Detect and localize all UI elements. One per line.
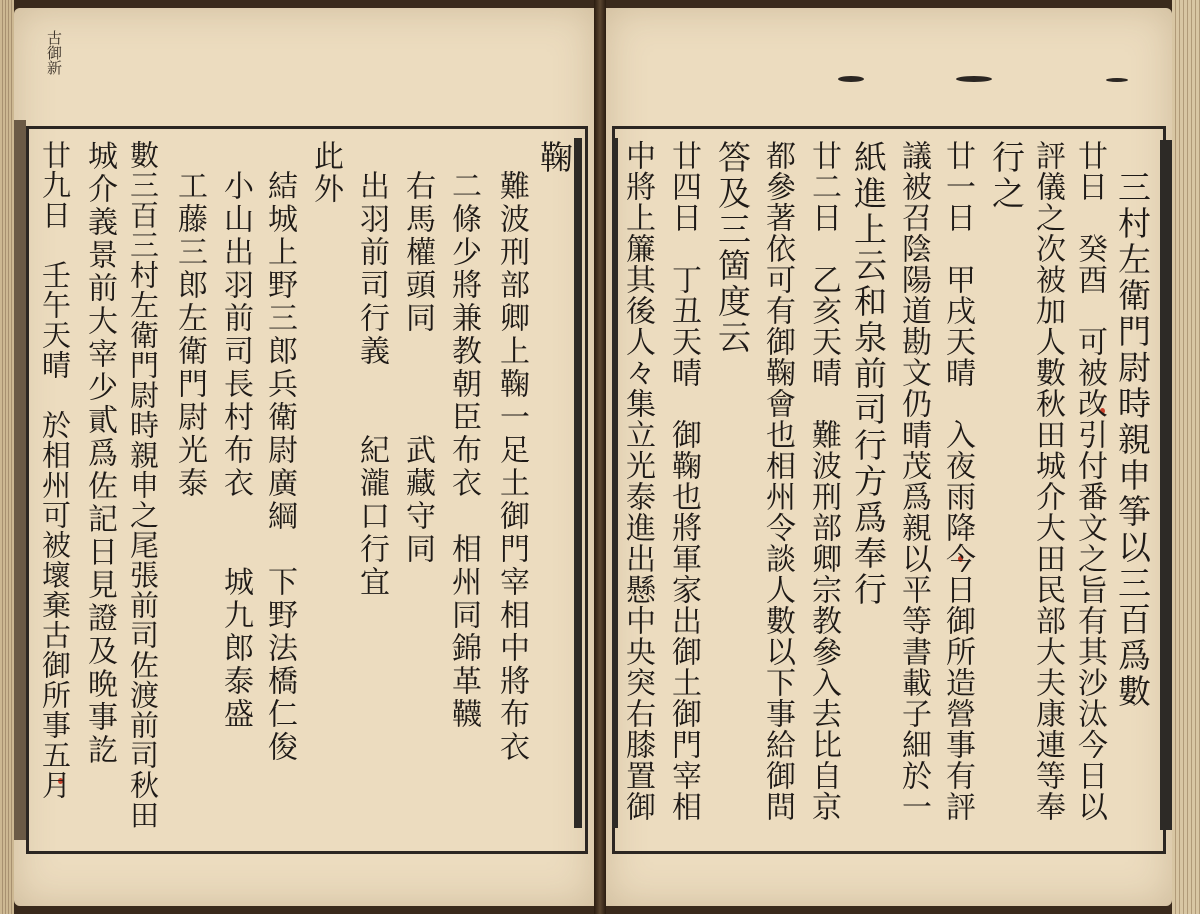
text-column: 鞠 — [535, 140, 574, 176]
frame-border-left-page — [574, 138, 582, 828]
text-column: 廿一日 甲戌天晴 入夜雨降今日御所造營事有評 — [940, 140, 975, 822]
book-gutter — [594, 0, 606, 914]
outer-spine-strip-left — [14, 120, 26, 840]
text-column: 中將上簾其後人々集立光泰進出懸中央突右膝置御 — [620, 140, 655, 822]
text-column: 數三百三村左衛門尉時親申之尾張前司佐渡前司秋田 — [126, 140, 160, 830]
text-column: 小山出羽前司長村布衣 城九郎泰盛 — [218, 170, 253, 731]
text-column: 三村左衛門尉時親申筝以三百爲數 — [1113, 170, 1152, 710]
text-column: 答及三箇度云 — [713, 140, 752, 356]
text-column: 議被召陰陽道勘文仍晴茂爲親以平等書載子細於一 — [896, 140, 931, 822]
text-column: 紙進上云和泉前司行方爲奉行 — [849, 140, 888, 608]
text-column: 廿四日 丁丑天晴 御鞠也將軍家出御土御門宰相 — [666, 140, 701, 822]
text-column: 廿二日 乙亥天晴 難波刑部卿宗教參入去比自京 — [806, 140, 841, 822]
marginal-note: 古御新 — [45, 30, 63, 75]
text-column: 此外 — [308, 140, 343, 206]
frame-border-right-page — [612, 138, 618, 828]
text-column: 二條少將兼教朝臣布衣 相州同錦革韈 — [446, 170, 481, 731]
ink-mark — [838, 76, 864, 82]
outer-spine-strip — [1160, 140, 1172, 830]
text-column: 廿日 癸酉 可被改引付番文之旨有其沙汰今日以 — [1072, 140, 1107, 822]
ink-mark — [956, 76, 992, 82]
text-column: 都參著依可有御鞠會也相州令談人數以下事給御問 — [760, 140, 795, 822]
text-column: 難波刑部卿上鞠一足土御門宰相中將布衣 — [494, 170, 529, 764]
text-column: 工藤三郎左衛門尉光泰 — [172, 170, 207, 500]
text-column: 結城上野三郎兵衛尉廣綱 下野法橋仁俊 — [262, 170, 297, 764]
ink-mark — [1106, 78, 1128, 82]
page-edges-left — [0, 0, 14, 914]
page-edges-right — [1172, 0, 1200, 914]
text-column: 行之 — [987, 140, 1026, 212]
text-column: 城介義景前大宰少貳爲佐記日見證及晩事訖 — [82, 140, 117, 767]
text-column: 出羽前司行義 紀瀧口行宜 — [354, 170, 389, 599]
text-column: 評儀之次被加人數秋田城介大田民部大夫康連等奉 — [1030, 140, 1065, 822]
text-column: 右馬權頭同 武藏守同 — [400, 170, 435, 566]
text-column: 廿九日 壬午天晴 於相州可被壞棄古御所事五月 — [38, 140, 72, 800]
